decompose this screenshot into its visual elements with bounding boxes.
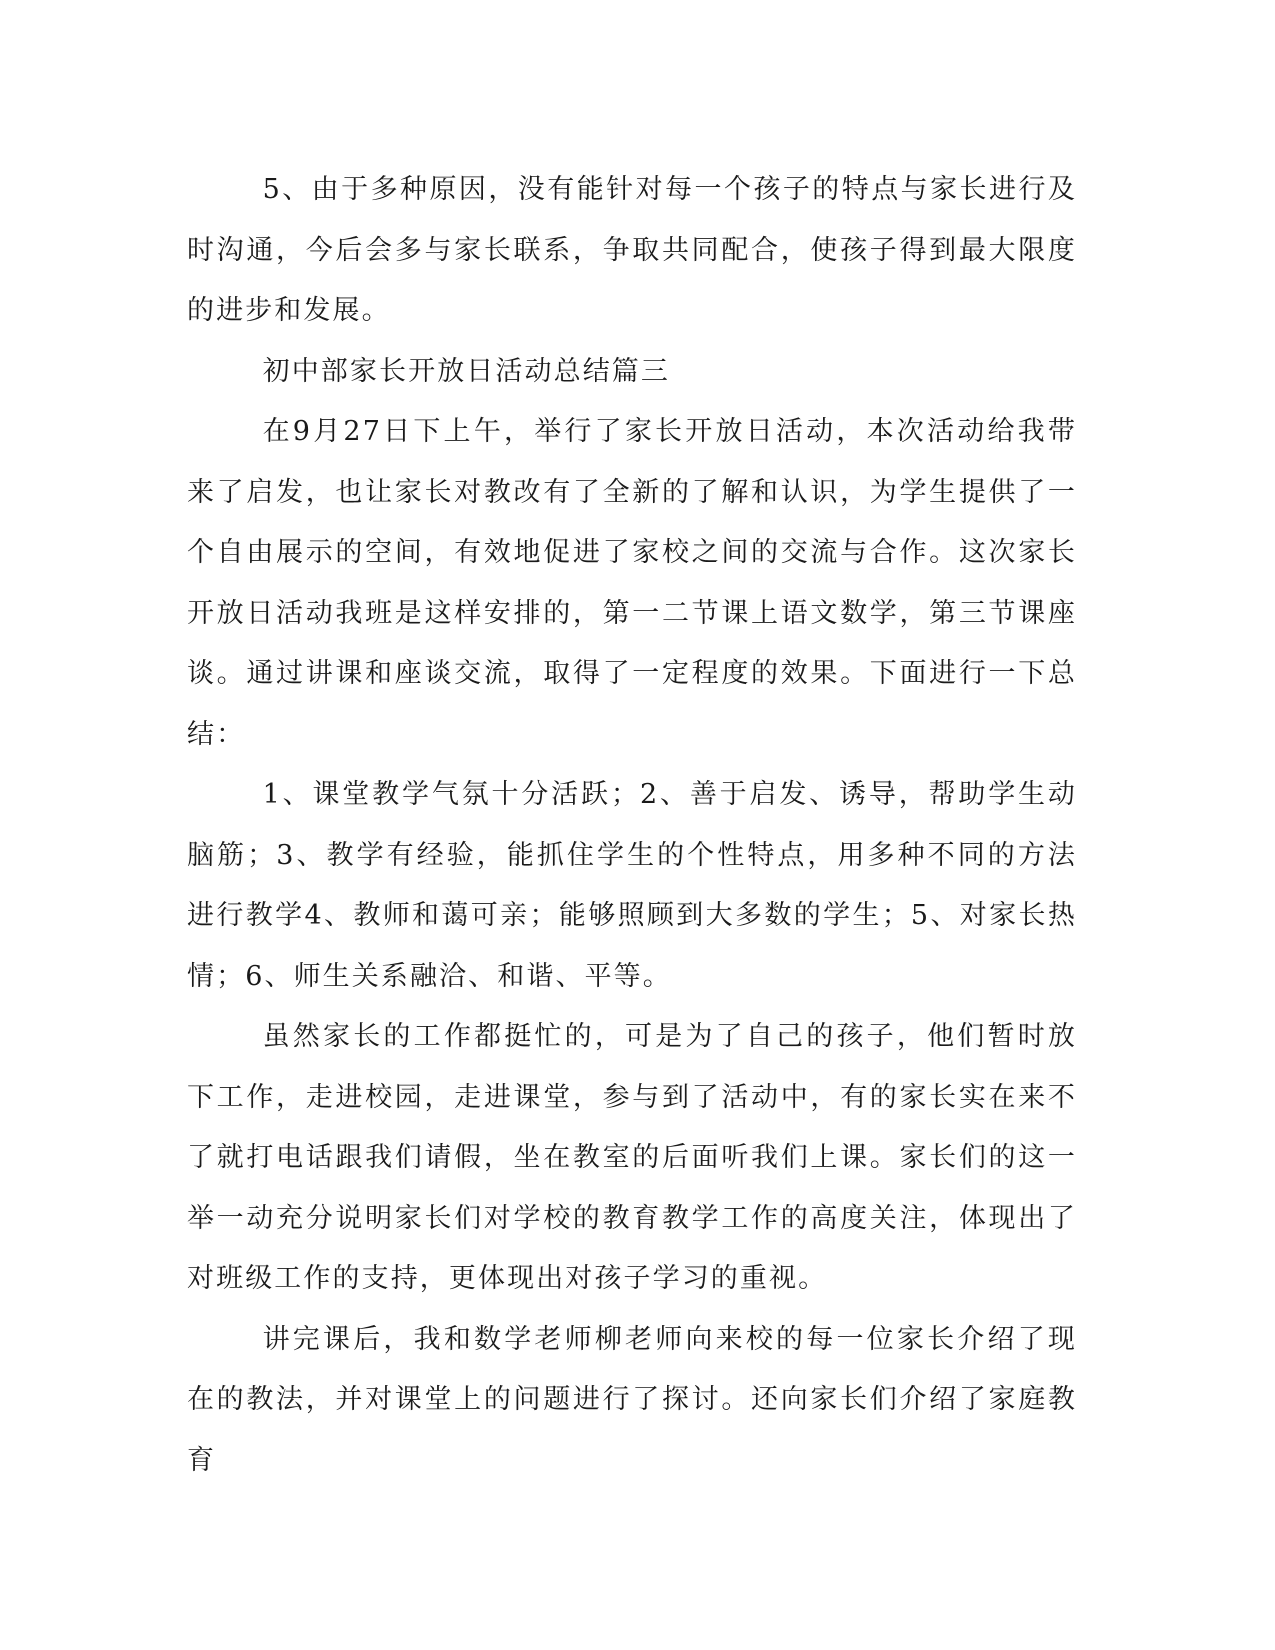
document-body [187,160,1077,1491]
paragraph-open-day-intro: 在9月27日下上午，举行了家长开放日活动，本次活动给我带来了启发，也让家长对教改有了全新的了解和认识，为学生提供了一个自由展示的空间，有效地促进了家校之间的交流与合作。这次家长开放日活动我班是这样安排的，第一二节课上语文数学，第三节课座谈。通过讲课和座谈交流，取得了一定程度的效果。下面进行一下总结： [187,416,1077,750]
paragraph-after-class: 讲完课后，我和数学老师柳老师向来校的每一位家长介绍了现在的教法，并对课堂上的问题进行了探讨。还向家长们介绍了家庭教育 [187,1323,1077,1476]
paragraph-communication: 5、由于多种原因，没有能针对每一个孩子的特点与家长进行及时沟通，今后会多与家长联系，争取共同配合，使孩子得到最大限度的进步和发展。 [187,174,1077,326]
section-heading: 初中部家长开放日活动总结篇三 [262,355,670,387]
paragraph-parents-participation: 虽然家长的工作都挺忙的，可是为了自己的孩子，他们暂时放下工作，走进校园，走进课堂，参与到了活动中，有的家长实在来不了就打电话跟我们请假，坐在教室的后面听我们上课。家长们的这一举一动充分说明家长们对学校的教育教学工作的高度关注，体现出了对班级工作的支持，更体现出对孩子学习的重视。 [187,1021,1077,1294]
paragraph-summary-points: 1、课堂教学气氛十分活跃；2、善于启发、诱导，帮助学生动脑筋；3、教学有经验，能抓住学生的个性特点，用多种不同的方法进行教学4、教师和蔼可亲；能够照顾到大多数的学生；5、对家长热情；6、师生关系融洽、和谐、平等。 [187,779,1077,992]
